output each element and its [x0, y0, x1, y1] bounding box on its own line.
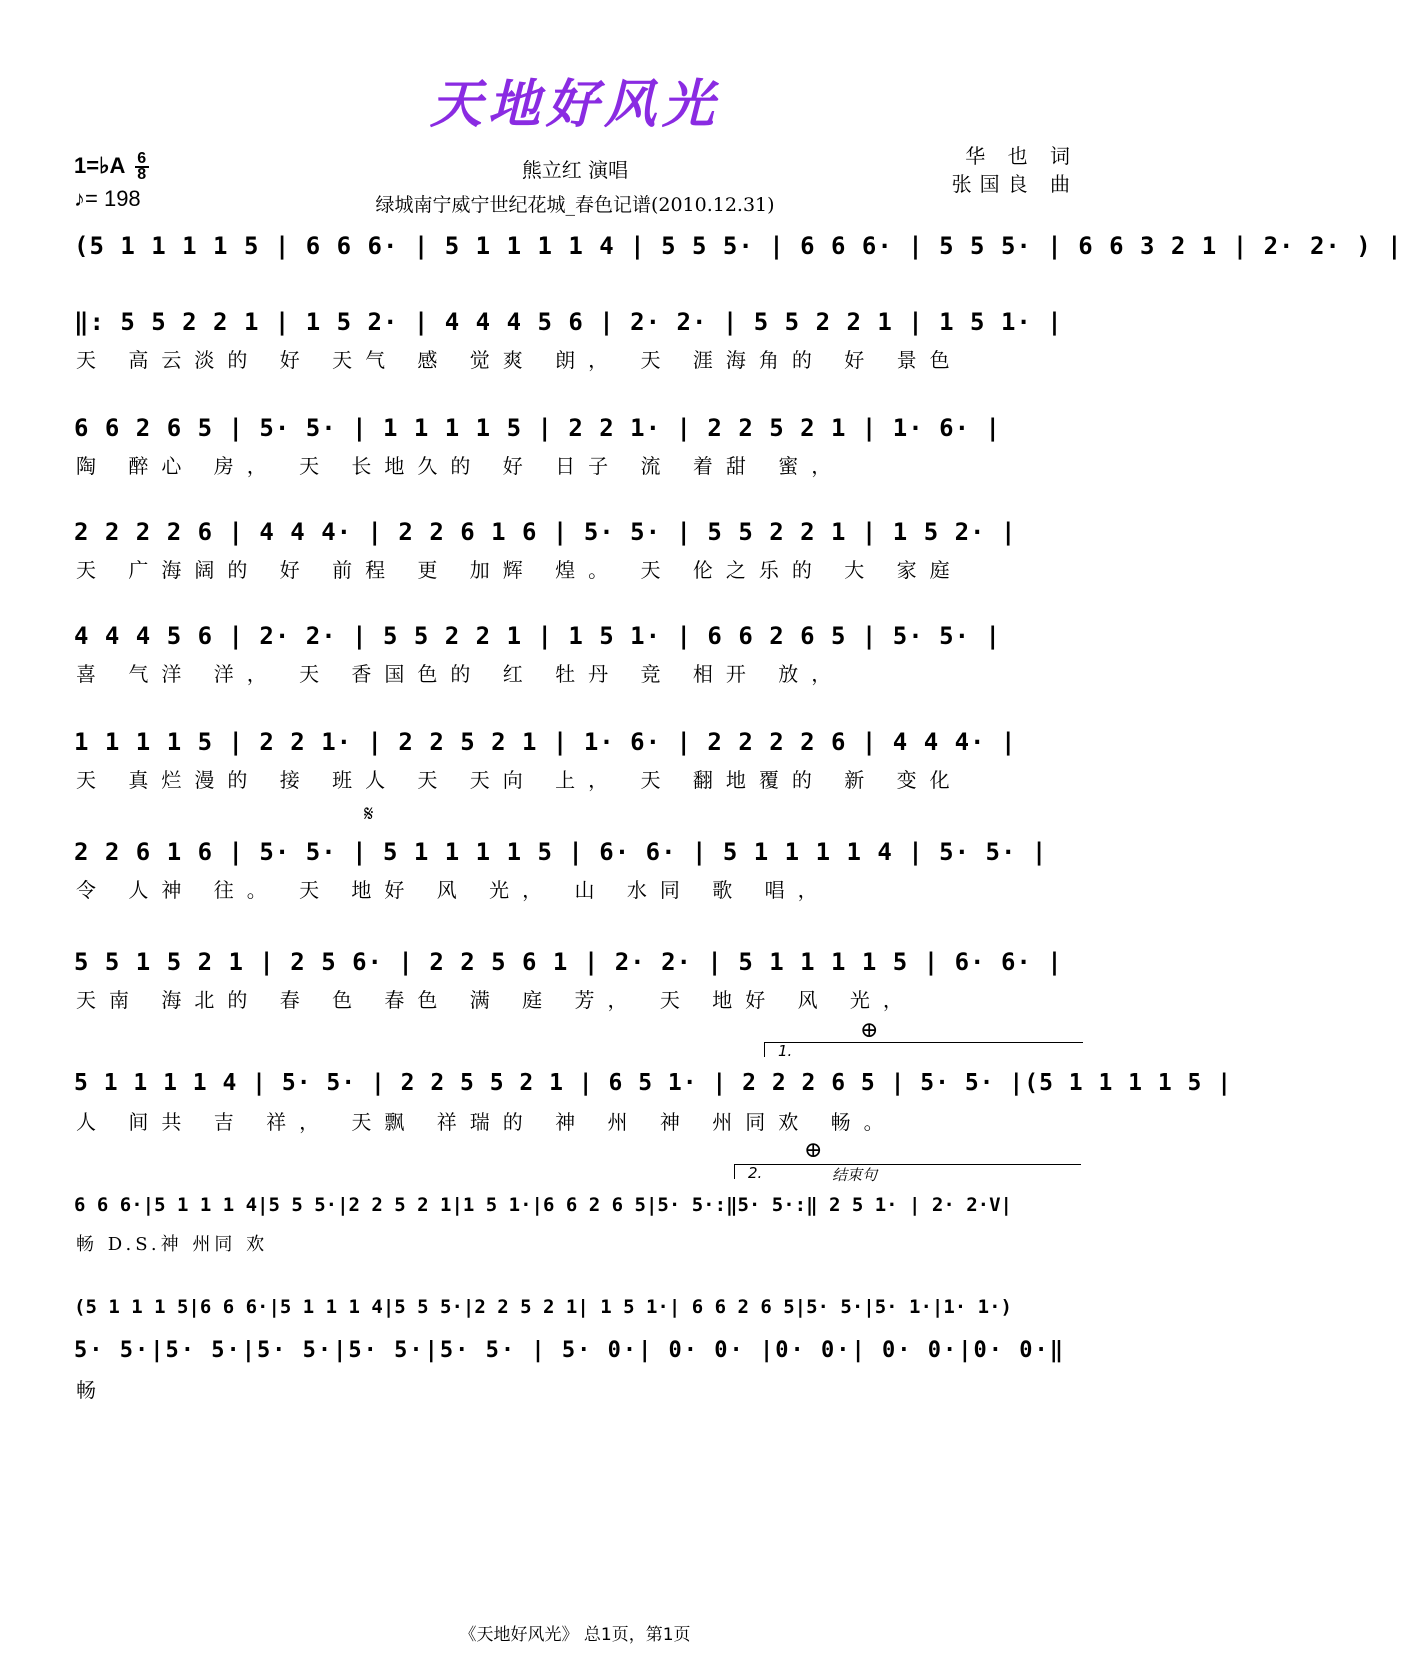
notation-line: 5 1 1 1 1 4 | 5· 5· | 2 2 5 5 2 1 | 6 5 1· | 2 2 2 6 5 | 5· 5· |(5 1 1 1 1 5 |	[74, 1070, 1233, 1096]
lyrics-line: 畅 D.S.神 州同 欢	[76, 1234, 269, 1255]
lyrics-line: 令 人神 往。 天 地好 风 光， 山 水同 歌 唱，	[76, 878, 831, 902]
recorder-credit: 绿城南宁威宁世纪花城_春色记谱(2010.12.31)	[375, 194, 775, 216]
volta-2-label: 2.	[748, 1164, 763, 1182]
notation-line: 1 1 1 1 5 | 2 2 1· | 2 2 5 2 1 | 1· 6· | 2 2 2 2 6 | 4 4 4· |	[74, 728, 1017, 756]
lyrics-line: 天 广海阔的 好 前程 更 加辉 煌。 天 伦之乐的 大 家庭	[76, 558, 963, 582]
time-top: 6	[137, 150, 147, 167]
notation-line: 2 2 2 2 6 | 4 4 4· | 2 2 6 1 6 | 5· 5· | 5 5 2 2 1 | 1 5 2· |	[74, 518, 1017, 546]
lyrics-line: 陶 醉心 房， 天 长地久的 好 日子 流 着甜 蜜，	[76, 454, 845, 478]
lyrics-line: 天 高云淡的 好 天气 感 觉爽 朗， 天 涯海角的 好 景色	[76, 348, 963, 372]
tempo-marking: ♪= 198	[74, 186, 141, 211]
coda-sign-2: ⊕	[804, 1138, 823, 1163]
notation-line: 2 2 6 1 6 | 5· 5· | 5 1 1 1 1 5 | 6· 6· | 5 1 1 1 1 4 | 5· 5· |	[74, 838, 1048, 866]
lyrics-line: 畅	[76, 1378, 109, 1402]
notation-line: 5 5 1 5 2 1 | 2 5 6· | 2 2 5 6 1 | 2· 2· | 5 1 1 1 1 5 | 6· 6· |	[74, 948, 1063, 976]
lyrics-line: 喜 气洋 洋， 天 香国色的 红 牡丹 竞 相开 放，	[76, 662, 845, 686]
performer: 熊立红 演唱	[521, 158, 629, 182]
page-footer: 《天地好风光》 总1页，第1页	[459, 1625, 691, 1645]
time-bottom: 8	[137, 166, 147, 183]
lyrics-line: 天南 海北的 春 色 春色 满 庭 芳， 天 地好 风 光，	[76, 988, 916, 1012]
notation-line: 6 6 2 6 5 | 5· 5· | 1 1 1 1 5 | 2 2 1· | 2 2 5 2 1 | 1· 6· |	[74, 414, 1001, 442]
volta-bracket-1	[764, 1042, 1083, 1057]
notation-line: 6 6 6·|5 1 1 1 4|5 5 5·|2 2 5 2 1|1 5 1·|6 6 2 6 5|5· 5·:‖5· 5·:‖ 2 5 1· | 2· 2·V|	[74, 1194, 1012, 1216]
coda-sign: ⊕	[860, 1018, 879, 1043]
song-title: 天地好风光	[429, 74, 720, 135]
notation-line: ‖: 5 5 2 2 1 | 1 5 2· | 4 4 4 5 6 | 2· 2· | 5 5 2 2 1 | 1 5 1· |	[74, 308, 1063, 336]
notation-line: (5 1 1 1 1 5 | 6 6 6· | 5 1 1 1 1 4 | 5 5 5· | 6 6 6· | 5 5 5· | 6 6 3 2 1 | 2· 2· ) |	[74, 232, 1403, 260]
notation-line: 4 4 4 5 6 | 2· 2· | 5 5 2 2 1 | 1 5 1· | 6 6 2 6 5 | 5· 5· |	[74, 622, 1001, 650]
segno-sign: 𝄋	[364, 802, 374, 827]
notation-line: 5· 5·|5· 5·|5· 5·|5· 5·|5· 5· | 5· 0·| 0· 0· |0· 0·| 0· 0·|0· 0·‖	[74, 1338, 1065, 1363]
lyricist-credit: 华 也 词	[965, 144, 1078, 168]
notation-line: (5 1 1 1 5|6 6 6·|5 1 1 1 4|5 5 5·|2 2 5 2 1| 1 5 1·| 6 6 2 6 5|5· 5·|5· 1·|1· 1·)	[74, 1296, 1012, 1318]
volta-1-label: 1.	[778, 1042, 793, 1060]
volta-bracket-2	[734, 1164, 1081, 1179]
lyrics-line: 人 间共 吉 祥， 天飘 祥瑞的 神 州 神 州同欢 畅。	[76, 1110, 897, 1134]
lyrics-line: 天 真烂漫的 接 班人 天 天向 上， 天 翻地覆的 新 变化	[76, 768, 963, 792]
ending-label: 结束句	[832, 1166, 878, 1184]
key-text: 1=♭A	[74, 152, 125, 178]
composer-credit: 张国良 曲	[951, 172, 1078, 196]
